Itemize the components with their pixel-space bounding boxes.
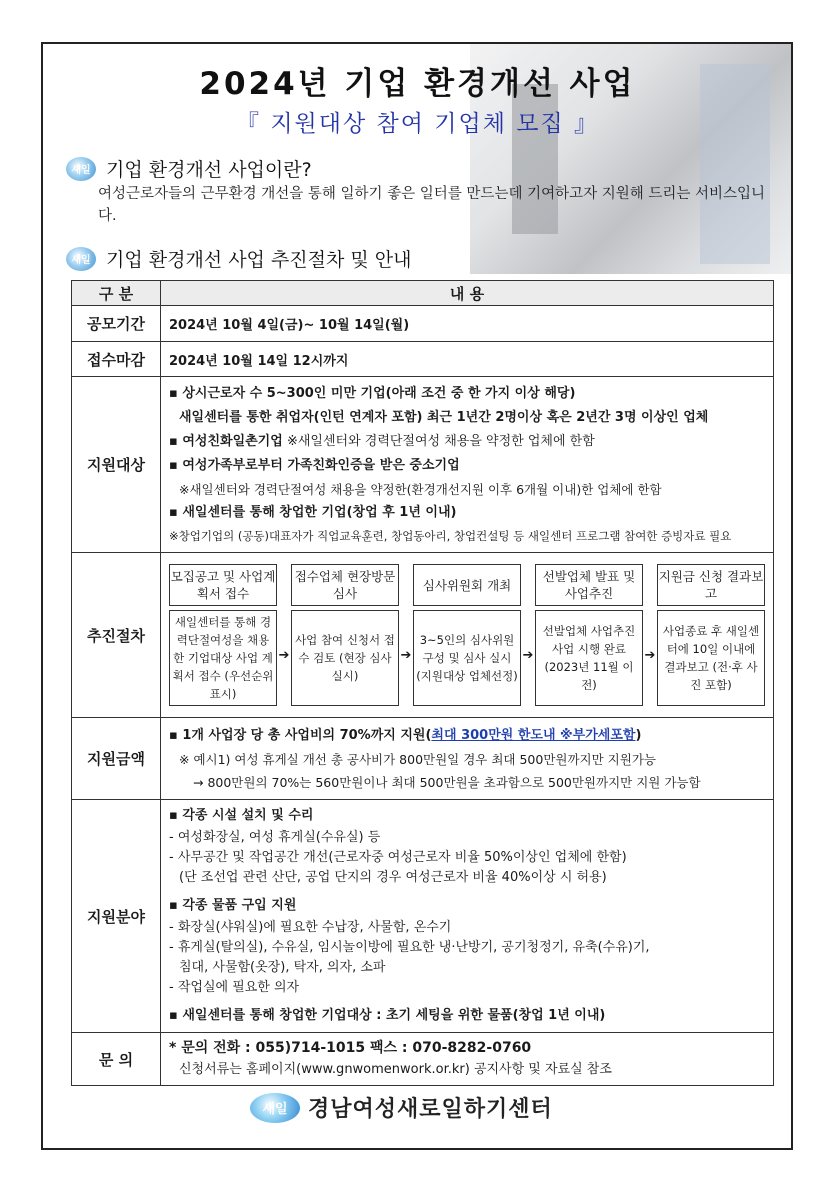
amount-line-3: → 800만원의 70%는 560만원이나 최대 500만원을 초과함으로 500만원까지만 지원 가능함: [193, 774, 701, 790]
amount-limit-highlight: 최대 300만원 한도내 ※부가세포함: [431, 727, 636, 743]
header-category: 구 분: [72, 281, 161, 306]
row-label-amount: 지원금액: [72, 718, 161, 800]
saeil-logo-icon: 새일: [250, 1093, 300, 1123]
field-group-2-line-2: - 휴게실(탈의실), 수유실, 임시놀이방에 필요한 냉·난방기, 공기청정기, 유축(수유)기,: [169, 940, 650, 955]
process-step-3-desc: 3~5인의 심사위원 구성 및 심사 실시 (지원대상 업체선정): [413, 610, 521, 706]
process-step-2-desc: 사업 참여 신청서 접수 검토 (현장 심사 실시): [291, 610, 399, 706]
inquiry-content: [161, 1033, 774, 1086]
section-intro-heading: [66, 155, 312, 182]
row-period: [72, 306, 774, 342]
field-group-2-line-1: - 화장실(샤워실)에 필요한 수납장, 사물함, 온수기: [169, 920, 452, 935]
inquiry-homepage-note: 신청서류는 홈페이지(www.gnwomenwork.or.kr) 공지사항 및 자료실 참조: [179, 1062, 612, 1077]
field-content: [161, 800, 774, 1033]
process-step-1-title: 모집공고 및 사업계획서 접수: [169, 564, 277, 606]
row-inquiry: [72, 1033, 774, 1086]
period-value: 2024년 10월 4일(금)~ 10월 14일(월): [161, 306, 774, 342]
target-line-4: ▪ 여성가족부로부터 가족친화인증을 받은 중소기업: [169, 457, 460, 473]
field-group-1-head: ▪ 각종 시설 설치 및 수리: [169, 808, 314, 823]
target-line-2: 새일센터를 통한 취업자(인턴 연계자 포함) 최근 1년간 2명이상 혹은 2년간 3명 이상인 업체: [179, 409, 709, 425]
target-line-1: ▪ 상시근로자 수 5~300인 미만 기업(아래 조건 중 한 가지 이상 해당): [169, 385, 576, 401]
target-line-5: ※새일센터와 경력단절여성 채용을 약정한(환경개선지원 이후 6개월 이내)한 업체에 한함: [179, 481, 662, 497]
row-target: [72, 377, 774, 553]
target-content: [161, 377, 774, 553]
process-step-4-title: 선발업체 발표 및 사업추진: [535, 564, 643, 606]
target-line-3: [169, 430, 765, 454]
row-label-process: 추진절차: [72, 553, 161, 718]
target-line-7: ※창업기업의 (공동)대표자가 직업교육훈련, 창업동아리, 창업컨설팅 등 새일센터 프로그램 참여한 증빙자료 필요: [169, 528, 732, 543]
process-step-5-desc: 사업종료 후 새일센터에 10일 이내에 결과보고 (전·후 사진 포함): [657, 610, 765, 706]
section-intro-title: 기업 환경개선 사업이란?: [106, 159, 312, 181]
saeil-logo-icon: 새일: [66, 247, 96, 271]
field-group-2-line-4: - 작업실에 필요한 의자: [169, 980, 300, 995]
section-intro-text: 여성근로자들의 근무환경 개선을 통해 일하기 좋은 일터를 만드는데 기여하고자 지원해 드리는 서비스입니다.: [98, 186, 766, 224]
process-step-1: [169, 564, 277, 706]
row-label-inquiry: 문 의: [72, 1033, 161, 1086]
row-process: [72, 553, 774, 718]
arrow-right-icon: ➔: [522, 647, 534, 663]
field-group-2-head: ▪ 각종 물품 구입 지원: [169, 898, 297, 913]
deadline-value: 2024년 10월 14일 12시까지: [161, 342, 774, 377]
footer-logo: [250, 1092, 553, 1123]
amount-content: [161, 718, 774, 800]
section-process-heading: [66, 245, 412, 272]
field-group-2-line-3: 침대, 사물함(옷장), 탁자, 의자, 소파: [179, 960, 386, 975]
amount-line-2: ※ 예시1) 여성 휴게실 개선 총 공사비가 800만원일 경우 최대 500만원까지만 지원가능: [179, 751, 656, 767]
process-step-5: [657, 564, 765, 706]
table-header-row: [72, 281, 774, 306]
header-content: 내 용: [161, 281, 774, 306]
process-step-3: [413, 564, 521, 706]
arrow-right-icon: ➔: [278, 647, 290, 663]
field-group-1-line-1: - 여성화장실, 여성 휴게실(수유실) 등: [169, 830, 381, 845]
amount-line-1-end: ): [635, 727, 642, 743]
process-step-4-desc: 선발업체 사업추진 사업 시행 완료 (2023년 11월 이전): [535, 610, 643, 706]
target-line-3-main: ▪ 여성친화일촌기업: [169, 433, 283, 449]
process-step-4: [535, 564, 643, 706]
amount-line-1-main: ▪ 1개 사업장 당 총 사업비의 70%까지 지원(: [169, 727, 432, 743]
process-step-2: [291, 564, 399, 706]
field-group-1-line-2: - 사무공간 및 작업공간 개선(근로자중 여성근로자 비율 50%이상인 업체에 한함): [169, 850, 627, 865]
row-deadline: [72, 342, 774, 377]
process-step-3-title: 심사위원회 개최: [413, 564, 521, 606]
page-title: 2024년 기업 환경개선 사업: [199, 66, 636, 102]
org-name: 경남여성새로일하기센터: [308, 1097, 553, 1122]
arrow-right-icon: ➔: [644, 647, 656, 663]
row-label-period: 공모기간: [72, 306, 161, 342]
row-field: [72, 800, 774, 1033]
process-step-2-title: 접수업체 현장방문 심사: [291, 564, 399, 606]
field-group-1-line-3: (단 조선업 관련 산단, 공업 단지의 경우 여성근로자 비율 40%이상 시 허용): [179, 870, 607, 885]
info-table: [71, 280, 774, 1086]
target-line-6: ▪ 새일센터를 통해 창업한 기업(창업 후 1년 이내): [169, 504, 457, 520]
process-step-1-desc: 새일센터를 통해 경력단절여성을 채용한 기업대상 사업 계획서 접수 (우선순위 표시): [169, 610, 277, 706]
arrow-right-icon: ➔: [400, 647, 412, 663]
process-flow: [169, 562, 765, 708]
row-amount: [72, 718, 774, 800]
section-process-title: 기업 환경개선 사업 추진절차 및 안내: [106, 249, 412, 271]
page-subtitle: 『 지원대상 참여 기업체 모집 』: [236, 111, 599, 137]
amount-line-1: [169, 724, 765, 748]
target-line-3-note: ※새일센터와 경력단절여성 채용을 약정한 업체에 한함: [282, 433, 595, 449]
row-label-field: 지원분야: [72, 800, 161, 1033]
field-group-3-head: ▪ 새일센터를 통해 창업한 기업대상 : 초기 세팅을 위한 물품(창업 1년 이내): [169, 1008, 606, 1023]
process-content: [161, 553, 774, 718]
row-label-target: 지원대상: [72, 377, 161, 553]
inquiry-contact: * 문의 전화 : 055)714-1015 팩스 : 070-8282-0760: [169, 1040, 532, 1056]
saeil-logo-icon: 새일: [66, 157, 96, 181]
row-label-deadline: 접수마감: [72, 342, 161, 377]
process-step-5-title: 지원금 신청 결과보고: [657, 564, 765, 606]
